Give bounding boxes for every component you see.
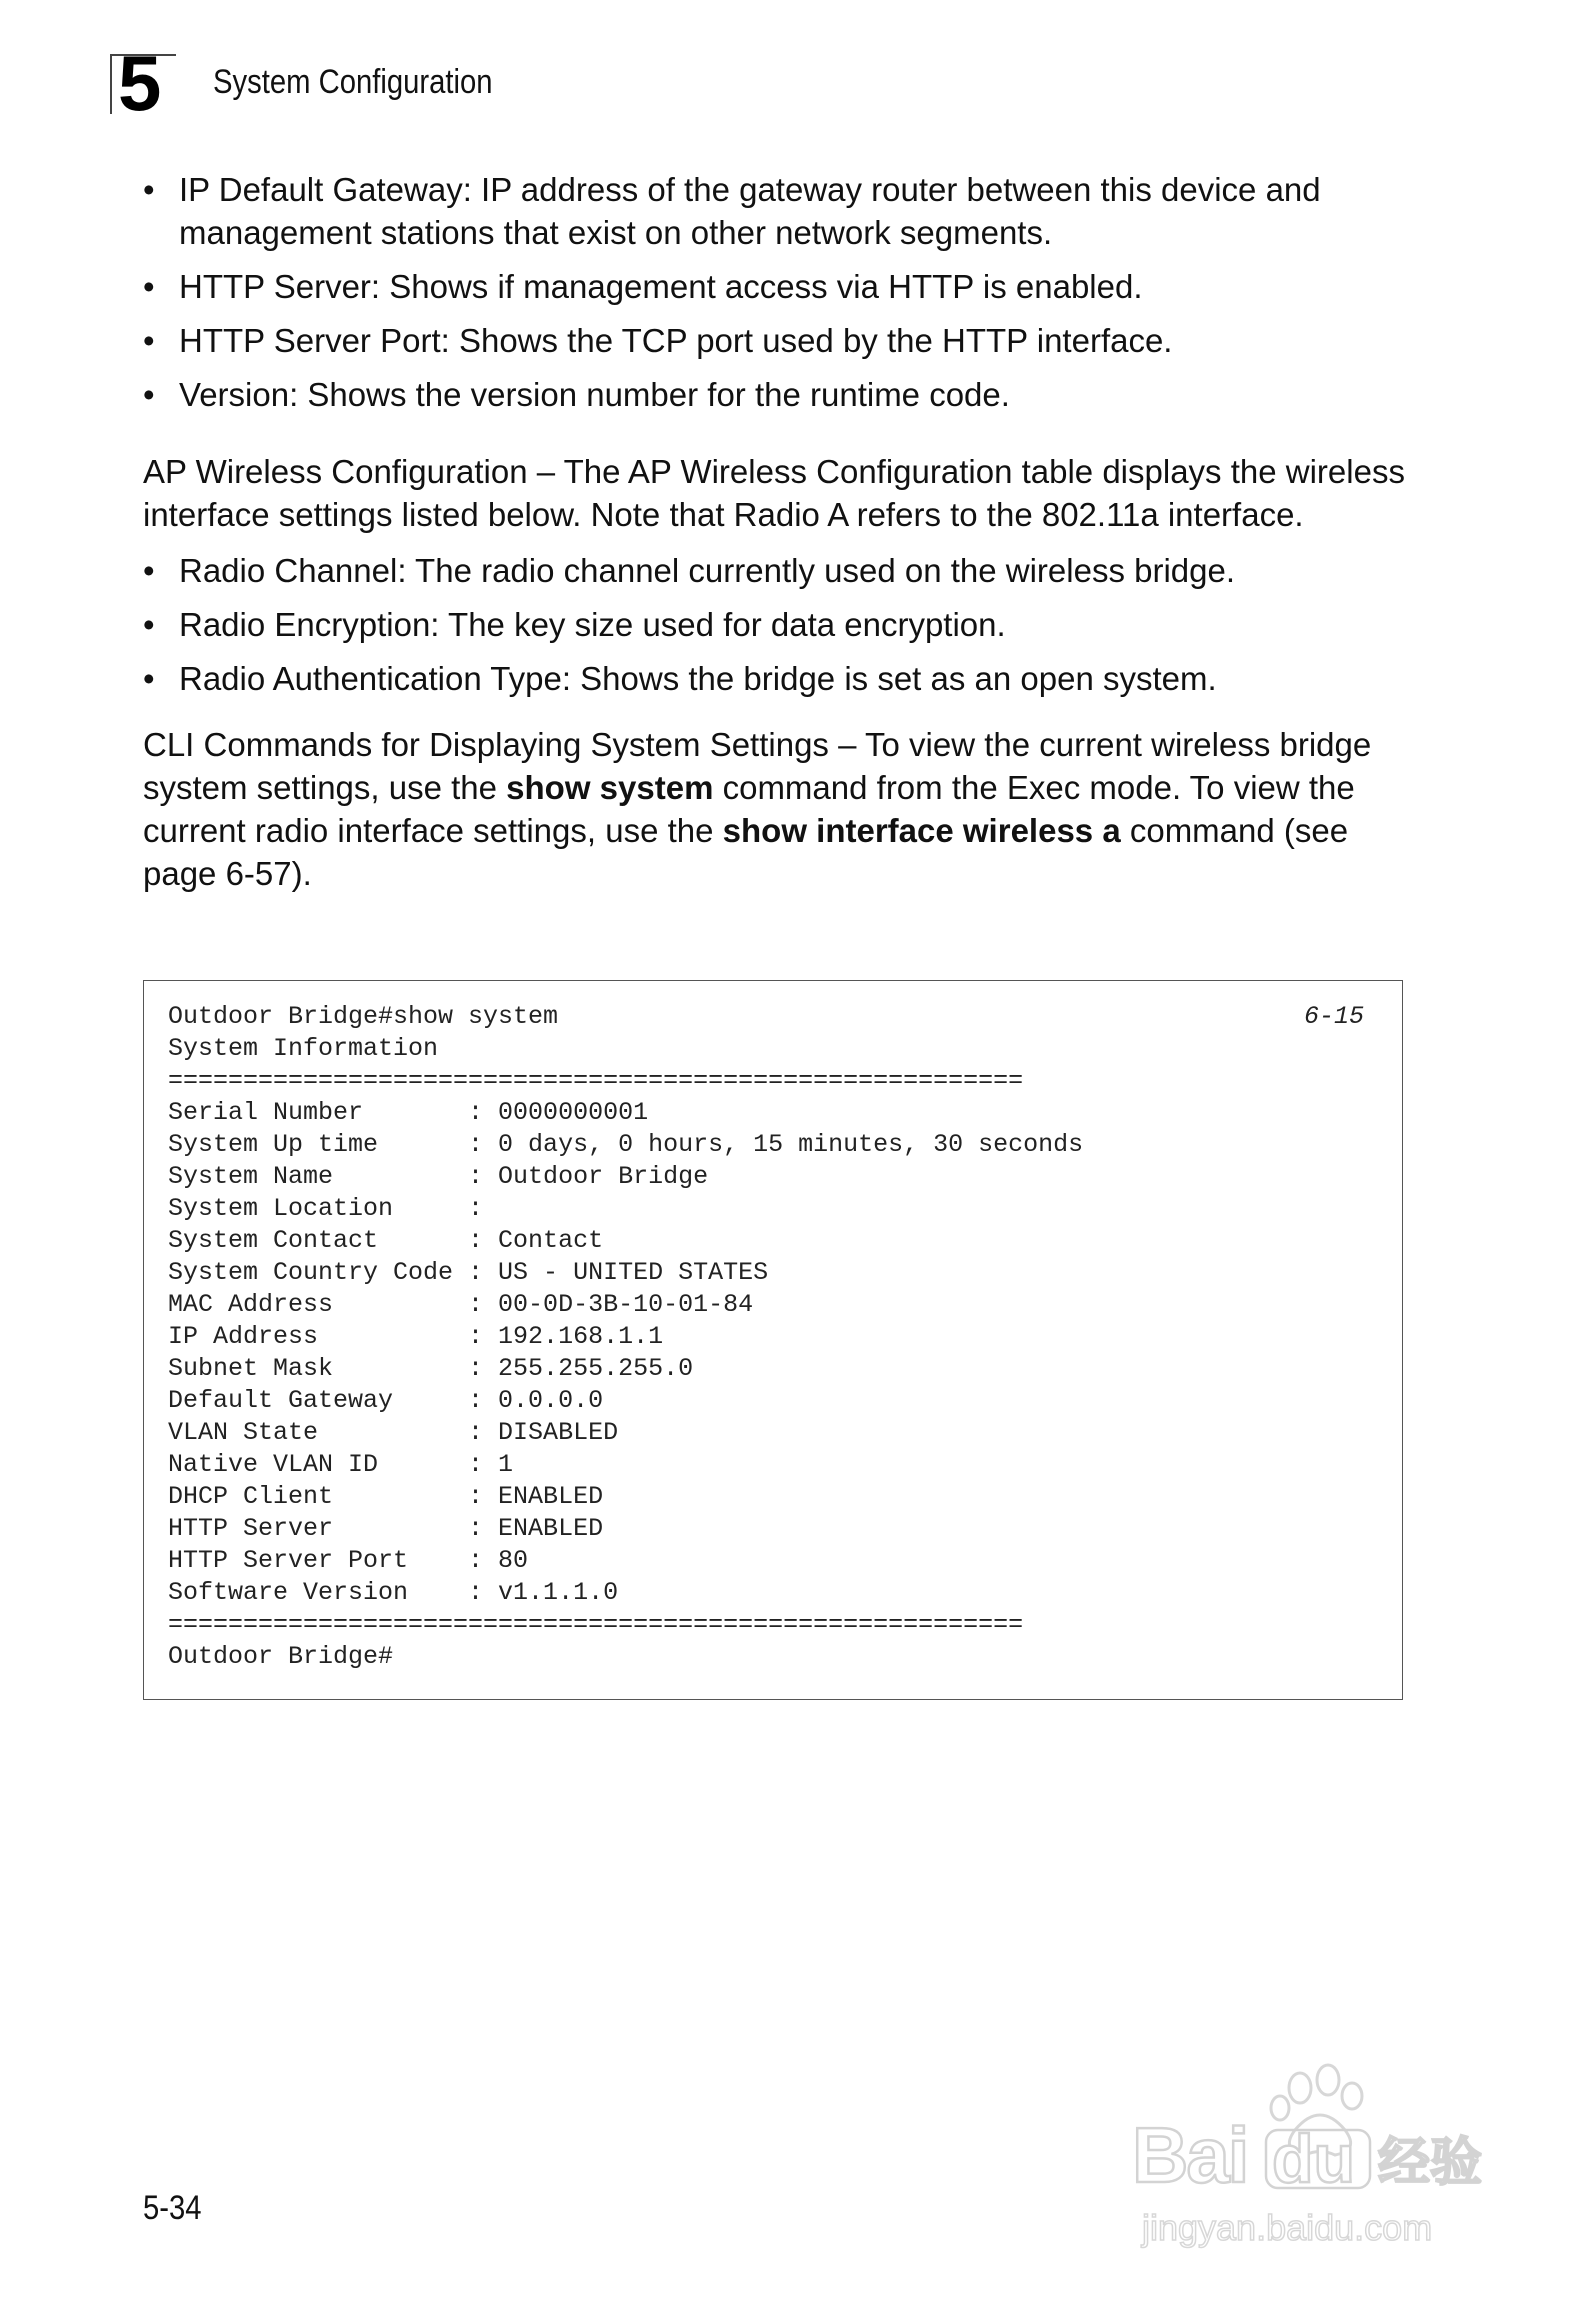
code-line: ========================================================= — [168, 1066, 1024, 1095]
code-line: Outdoor Bridge# — [168, 1642, 394, 1671]
svg-text:jingyan.baidu.com: jingyan.baidu.com — [1142, 2207, 1433, 2248]
code-line: Outdoor Bridge#show system — [168, 1002, 559, 1031]
list-item — [143, 549, 1413, 592]
code-line: System Country Code : US - UNITED STATES — [168, 1258, 769, 1287]
bullet-glyph: • — [143, 322, 155, 359]
svg-text:du: du — [1272, 2121, 1356, 2197]
list-item — [143, 603, 1413, 646]
code-line: Serial Number : 0000000001 — [168, 1098, 649, 1127]
list-item-text: Radio Encryption: The key size used for data encryption. — [179, 606, 1006, 643]
code-line: HTTP Server Port : 80 — [168, 1546, 529, 1575]
list-item-text: Radio Authentication Type: Shows the bridge is set as an open system. — [179, 660, 1217, 697]
list-item — [143, 657, 1413, 700]
cli-page-reference: 6-15 — [1303, 1002, 1364, 1031]
command-show-system: show system — [506, 769, 714, 806]
bullet-glyph: • — [143, 376, 155, 413]
code-line: Software Version : v1.1.1.0 — [168, 1578, 619, 1607]
bullet-glyph: • — [143, 660, 155, 697]
bullet-glyph: • — [143, 171, 155, 208]
bullet-glyph: • — [143, 268, 155, 305]
cli-example-box — [143, 980, 1403, 1700]
code-line: System Up time : 0 days, 0 hours, 15 minutes, 30 seconds — [168, 1130, 1084, 1159]
code-line: System Contact : Contact — [168, 1226, 604, 1255]
running-header-title: System Configuration — [213, 63, 493, 101]
code-line: ========================================================= — [168, 1610, 1024, 1639]
bullet-list-system-fields — [143, 168, 1413, 416]
code-line: VLAN State : DISABLED — [168, 1418, 619, 1447]
bullet-list-radio-fields — [143, 549, 1413, 700]
main-content — [143, 168, 1413, 895]
code-line: System Information — [168, 1034, 439, 1063]
svg-text:Bai: Bai — [1132, 2111, 1248, 2199]
baidu-watermark-logo — [1120, 2060, 1500, 2260]
paragraph-text: command (see page 6-57). — [143, 812, 1349, 892]
code-line: System Name : Outdoor Bridge — [168, 1162, 709, 1191]
bullet-glyph: • — [143, 606, 155, 643]
command-show-interface-wireless: show interface wireless a — [722, 812, 1121, 849]
paragraph-cli-commands — [143, 723, 1413, 895]
list-item — [143, 168, 1413, 254]
code-line: MAC Address : 00-0D-3B-10-01-84 — [168, 1290, 754, 1319]
code-line: Subnet Mask : 255.255.255.0 — [168, 1354, 694, 1383]
code-line: IP Address : 192.168.1.1 — [168, 1322, 664, 1351]
code-line: HTTP Server : ENABLED — [168, 1514, 604, 1543]
list-item — [143, 319, 1413, 362]
paragraph-text: CLI Commands for Displaying System Settings – To view the current wireless bridge system settings, use the — [143, 726, 1372, 806]
code-line: Native VLAN ID : 1 — [168, 1450, 514, 1479]
list-item — [143, 373, 1413, 416]
bullet-glyph: • — [143, 552, 155, 589]
list-item-text: Version: Shows the version number for the runtime code. — [179, 376, 1010, 413]
code-line: DHCP Client : ENABLED — [168, 1482, 604, 1511]
list-item-text: HTTP Server Port: Shows the TCP port used by the HTTP interface. — [179, 322, 1173, 359]
svg-text:经验: 经验 — [1378, 2133, 1483, 2193]
list-item-text: Radio Channel: The radio channel currently used on the wireless bridge. — [179, 552, 1236, 589]
paragraph-ap-wireless: AP Wireless Configuration – The AP Wireless Configuration table displays the wireless interface settings listed below. Note that Radio A refers to the 802.11a interface. — [143, 453, 1405, 533]
paragraph-text: command from the Exec mode. To view the current radio interface settings, use the — [143, 769, 1355, 849]
cli-output — [168, 1001, 1083, 1673]
list-item-text: HTTP Server: Shows if management access via HTTP is enabled. — [179, 268, 1143, 305]
list-item-text: IP Default Gateway: IP address of the gateway router between this device and management stations that exist on other network segments. — [179, 171, 1321, 251]
list-item — [143, 265, 1413, 308]
page-number: 5-34 — [143, 2189, 202, 2227]
chapter-number: 5 — [118, 39, 160, 127]
code-line: System Location : — [168, 1194, 484, 1223]
code-line: Default Gateway : 0.0.0.0 — [168, 1386, 604, 1415]
